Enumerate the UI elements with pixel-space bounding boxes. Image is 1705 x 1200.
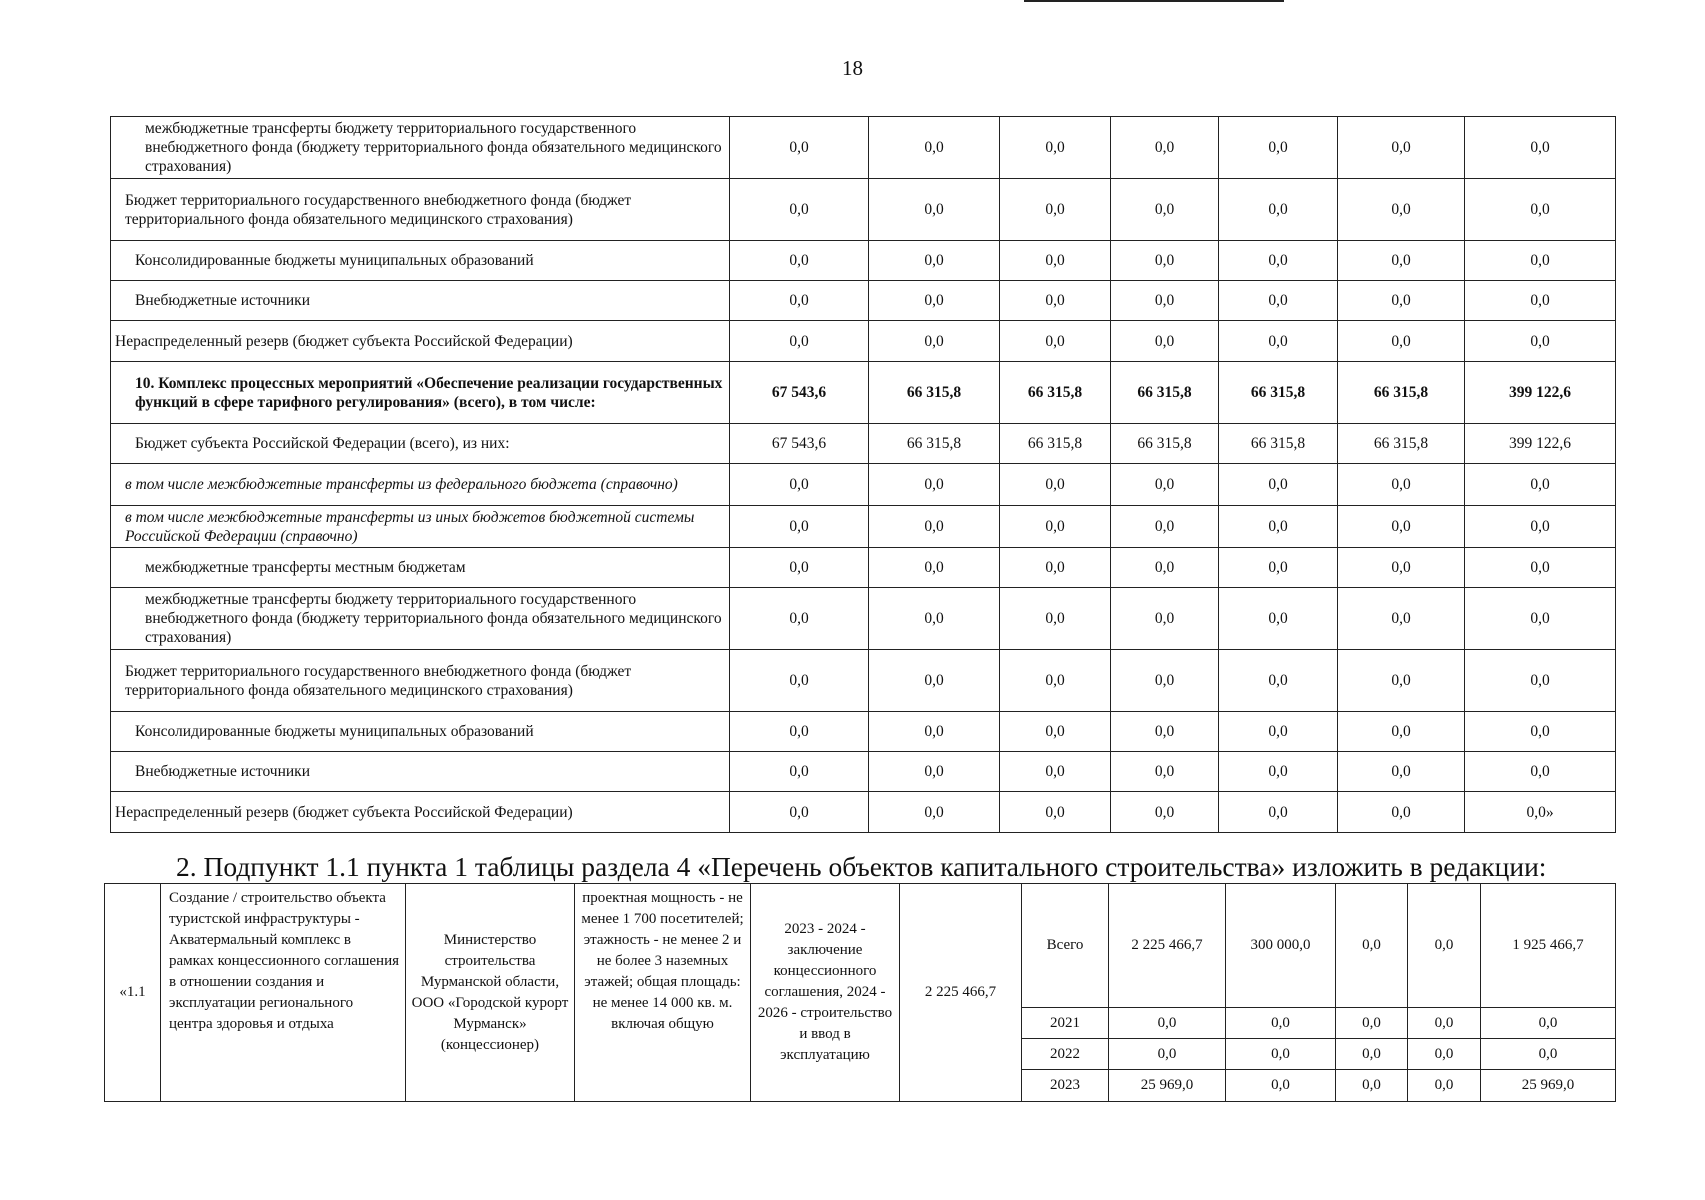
budget-value: 66 315,8	[1000, 362, 1111, 424]
budget-value: 0,0	[1219, 588, 1338, 650]
year-value: 0,0	[1408, 1039, 1481, 1070]
budget-value: 0,0	[1000, 792, 1111, 833]
budget-row-label: 10. Комплекс процессных мероприятий «Обеспечение реализации государственных функций в сфере тарифного регулирования» (всего), в том числе:	[111, 362, 730, 424]
budget-value: 0,0	[869, 179, 1000, 241]
budget-value: 0,0	[730, 752, 869, 792]
object-row	[105, 884, 1616, 1008]
budget-row	[111, 650, 1616, 712]
budget-value: 0,0	[869, 588, 1000, 650]
budget-value: 0,0	[730, 506, 869, 548]
budget-value: 0,0	[1000, 588, 1111, 650]
budget-row-label: Бюджет территориального государственного внебюджетного фонда (бюджет территориального фонда обязательного медицинского страхования)	[111, 650, 730, 712]
budget-value: 0,0	[869, 281, 1000, 321]
budget-value: 0,0	[1111, 548, 1219, 588]
year-value: 300 000,0	[1226, 884, 1336, 1008]
budget-row	[111, 588, 1616, 650]
budget-value: 0,0	[1465, 506, 1616, 548]
budget-value: 0,0	[1338, 241, 1465, 281]
year-value: 0,0	[1408, 884, 1481, 1008]
budget-value: 66 315,8	[1111, 362, 1219, 424]
budget-value: 66 315,8	[1219, 424, 1338, 464]
budget-value: 0,0	[1111, 464, 1219, 506]
budget-value: 0,0	[1219, 548, 1338, 588]
budget-value: 0,0	[730, 548, 869, 588]
year-value: 0,0	[1408, 1070, 1481, 1102]
budget-value: 0,0	[1219, 241, 1338, 281]
budget-value: 0,0	[1000, 179, 1111, 241]
year-value: 0,0	[1226, 1008, 1336, 1039]
year-value: 2 225 466,7	[1109, 884, 1226, 1008]
budget-value: 0,0	[1465, 712, 1616, 752]
budget-value: 0,0	[869, 548, 1000, 588]
budget-value: 0,0»	[1465, 792, 1616, 833]
year-value: 0,0	[1481, 1039, 1616, 1070]
budget-value: 0,0	[1111, 241, 1219, 281]
year-value: 0,0	[1226, 1070, 1336, 1102]
budget-value: 0,0	[1219, 650, 1338, 712]
budget-value: 0,0	[869, 464, 1000, 506]
year-value: 0,0	[1336, 1039, 1408, 1070]
budget-value: 0,0	[1465, 464, 1616, 506]
year-value: 25 969,0	[1109, 1070, 1226, 1102]
budget-value: 0,0	[1219, 506, 1338, 548]
budget-value: 0,0	[730, 712, 869, 752]
budget-value: 0,0	[1000, 241, 1111, 281]
budget-value: 0,0	[1465, 179, 1616, 241]
budget-value: 0,0	[1111, 712, 1219, 752]
budget-row	[111, 179, 1616, 241]
budget-value: 0,0	[1111, 752, 1219, 792]
capital-objects-table	[104, 883, 1616, 1102]
object-capacity	[575, 884, 751, 1102]
object-responsible: Министерство строительства Мурманской области, ООО «Городской курорт Мурманск» (концессионер)	[406, 884, 575, 1102]
budget-value: 0,0	[1465, 281, 1616, 321]
budget-row-label: в том числе межбюджетные трансферты из федерального бюджета (справочно)	[111, 464, 730, 506]
object-number: «1.1	[105, 884, 161, 1102]
budget-row	[111, 241, 1616, 281]
budget-value: 0,0	[1111, 506, 1219, 548]
budget-value: 0,0	[1000, 712, 1111, 752]
budget-value: 0,0	[1219, 712, 1338, 752]
budget-row	[111, 117, 1616, 179]
page-number: 18	[842, 56, 863, 80]
budget-table	[110, 116, 1616, 833]
budget-value: 0,0	[730, 792, 869, 833]
year-value: 0,0	[1481, 1008, 1616, 1039]
object-timeline: 2023 - 2024 - заключение концессионного соглашения, 2024 - 2026 - строительство и ввод в эксплуатацию	[751, 884, 900, 1102]
budget-row	[111, 321, 1616, 362]
budget-value: 66 315,8	[869, 424, 1000, 464]
year-value: 0,0	[1408, 1008, 1481, 1039]
budget-row	[111, 362, 1616, 424]
budget-value: 0,0	[1465, 752, 1616, 792]
budget-value: 399 122,6	[1465, 362, 1616, 424]
budget-value: 0,0	[1338, 506, 1465, 548]
budget-row-label: Бюджет территориального государственного внебюджетного фонда (бюджет территориального фонда обязательного медицинского страхования)	[111, 179, 730, 241]
budget-value: 0,0	[1000, 281, 1111, 321]
budget-row-label: межбюджетные трансферты бюджету территориального государственного внебюджетного фонда (бюджету территориального фонда обязательного медицинского страхования)	[111, 588, 730, 650]
object-total-cost: 2 225 466,7	[900, 884, 1022, 1102]
object-capacity-text: проектная мощность - не менее 1 700 посетителей; этажность - не менее 2 и не более 3 наземных этажей; общая площадь: не менее 14 000 кв. м. включая общую	[581, 890, 744, 1032]
budget-value: 0,0	[869, 792, 1000, 833]
budget-row	[111, 752, 1616, 792]
budget-value: 0,0	[1465, 548, 1616, 588]
budget-value: 66 315,8	[1111, 424, 1219, 464]
year-value: 0,0	[1336, 884, 1408, 1008]
budget-value: 0,0	[1219, 752, 1338, 792]
budget-value: 0,0	[730, 241, 869, 281]
budget-value: 0,0	[869, 321, 1000, 362]
budget-value: 0,0	[1465, 588, 1616, 650]
year-value: 0,0	[1336, 1008, 1408, 1039]
budget-row-label: Консолидированные бюджеты муниципальных образований	[111, 241, 730, 281]
budget-value: 0,0	[869, 712, 1000, 752]
budget-row	[111, 281, 1616, 321]
budget-value: 0,0	[869, 752, 1000, 792]
budget-table-body	[111, 117, 1616, 833]
budget-value: 0,0	[1338, 179, 1465, 241]
budget-value: 0,0	[1000, 650, 1111, 712]
budget-value: 0,0	[1111, 588, 1219, 650]
budget-value: 0,0	[1219, 321, 1338, 362]
budget-value: 0,0	[1338, 650, 1465, 712]
budget-value: 0,0	[1219, 281, 1338, 321]
budget-value: 0,0	[1000, 548, 1111, 588]
budget-row-label: Бюджет субъекта Российской Федерации (всего), из них:	[111, 424, 730, 464]
year-label: 2021	[1022, 1008, 1109, 1039]
budget-value: 0,0	[730, 281, 869, 321]
budget-row-label: Внебюджетные источники	[111, 281, 730, 321]
budget-value: 66 315,8	[1338, 424, 1465, 464]
budget-value: 0,0	[1338, 588, 1465, 650]
budget-row	[111, 464, 1616, 506]
budget-value: 0,0	[1338, 792, 1465, 833]
budget-value: 66 315,8	[869, 362, 1000, 424]
budget-value: 0,0	[1219, 117, 1338, 179]
budget-value: 0,0	[1111, 321, 1219, 362]
budget-value: 0,0	[1000, 321, 1111, 362]
budget-value: 0,0	[1111, 281, 1219, 321]
budget-value: 0,0	[1219, 464, 1338, 506]
budget-value: 0,0	[1338, 281, 1465, 321]
year-value: 0,0	[1226, 1039, 1336, 1070]
year-value: 1 925 466,7	[1481, 884, 1616, 1008]
year-label: Всего	[1022, 884, 1109, 1008]
budget-row	[111, 712, 1616, 752]
budget-value: 0,0	[1465, 241, 1616, 281]
budget-value: 0,0	[1000, 506, 1111, 548]
budget-value: 0,0	[1111, 650, 1219, 712]
budget-value: 0,0	[1465, 650, 1616, 712]
year-value: 25 969,0	[1481, 1070, 1616, 1102]
budget-value: 0,0	[1338, 548, 1465, 588]
budget-value: 0,0	[869, 241, 1000, 281]
budget-value: 0,0	[869, 650, 1000, 712]
year-label: 2023	[1022, 1070, 1109, 1102]
section-heading: 2. Подпункт 1.1 пункта 1 таблицы раздела 4 «Перечень объектов капитального строительства» изложить в редакции:	[176, 851, 1547, 882]
budget-value: 66 315,8	[1219, 362, 1338, 424]
budget-value: 0,0	[730, 650, 869, 712]
budget-value: 0,0	[1000, 464, 1111, 506]
budget-value: 0,0	[1465, 321, 1616, 362]
budget-row-label: межбюджетные трансферты местным бюджетам	[111, 548, 730, 588]
budget-value: 0,0	[869, 117, 1000, 179]
budget-row	[111, 792, 1616, 833]
budget-value: 67 543,6	[730, 424, 869, 464]
budget-value: 0,0	[730, 117, 869, 179]
budget-row-label: Внебюджетные источники	[111, 752, 730, 792]
budget-value: 0,0	[1111, 117, 1219, 179]
budget-value: 66 315,8	[1000, 424, 1111, 464]
budget-value: 66 315,8	[1338, 362, 1465, 424]
budget-value: 67 543,6	[730, 362, 869, 424]
year-value: 0,0	[1336, 1070, 1408, 1102]
budget-row-label: Консолидированные бюджеты муниципальных образований	[111, 712, 730, 752]
year-value: 0,0	[1109, 1008, 1226, 1039]
capital-objects-table-body	[105, 884, 1616, 1102]
budget-row-label: Нераспределенный резерв (бюджет субъекта Российской Федерации)	[111, 321, 730, 362]
budget-value: 0,0	[1000, 752, 1111, 792]
budget-row-label: в том числе межбюджетные трансферты из иных бюджетов бюджетной системы Российской Федерации (справочно)	[111, 506, 730, 548]
budget-value: 0,0	[1219, 179, 1338, 241]
budget-row	[111, 506, 1616, 548]
budget-row-label: Нераспределенный резерв (бюджет субъекта Российской Федерации)	[111, 792, 730, 833]
year-value: 0,0	[1109, 1039, 1226, 1070]
budget-value: 0,0	[730, 179, 869, 241]
year-label: 2022	[1022, 1039, 1109, 1070]
budget-value: 0,0	[1000, 117, 1111, 179]
budget-value: 0,0	[730, 588, 869, 650]
budget-row	[111, 424, 1616, 464]
budget-value: 399 122,6	[1465, 424, 1616, 464]
budget-value: 0,0	[730, 321, 869, 362]
budget-value: 0,0	[869, 506, 1000, 548]
budget-value: 0,0	[1111, 792, 1219, 833]
budget-value: 0,0	[1338, 464, 1465, 506]
object-name: Создание / строительство объекта туристской инфраструктуры - Акватермальный комплекс в рамках концессионного соглашения в отношении создания и эксплуатации регионального центра здоровья и отдыха	[161, 884, 406, 1102]
budget-value: 0,0	[1338, 752, 1465, 792]
budget-value: 0,0	[1465, 117, 1616, 179]
budget-row	[111, 548, 1616, 588]
budget-value: 0,0	[1111, 179, 1219, 241]
top-rule	[1024, 0, 1284, 2]
budget-value: 0,0	[1338, 321, 1465, 362]
budget-value: 0,0	[1219, 792, 1338, 833]
budget-row-label: межбюджетные трансферты бюджету территориального государственного внебюджетного фонда (бюджету территориального фонда обязательного медицинского страхования)	[111, 117, 730, 179]
budget-value: 0,0	[730, 464, 869, 506]
budget-value: 0,0	[1338, 117, 1465, 179]
budget-value: 0,0	[1338, 712, 1465, 752]
